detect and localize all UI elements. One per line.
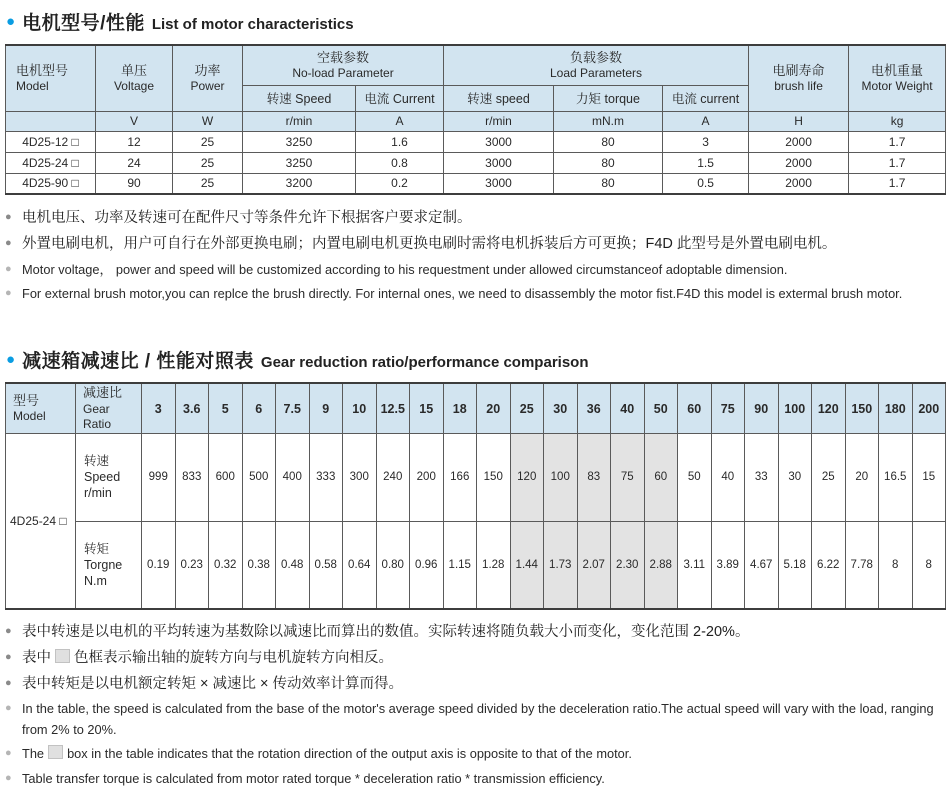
model-cell: 4D25-24 □ — [6, 433, 76, 609]
note-line: ● Table transfer torque is calculated from motor rated torque * deceleration ratio * transmission efficiency. — [5, 770, 605, 786]
motor-value-cell: 3250 — [243, 152, 356, 173]
gear-ratio-cell: 40 — [611, 383, 645, 433]
unit-cell: A — [356, 111, 444, 131]
note-bullet-icon: ● — [5, 771, 12, 784]
speed-value-cell: 333 — [309, 433, 343, 521]
torque-value-cell: 1.73 — [544, 521, 578, 609]
motor-value-cell: 3000 — [444, 173, 554, 194]
gear-ratio-cell: 150 — [845, 383, 879, 433]
row-label-line: 转速 — [84, 453, 110, 468]
torque-value-cell: 5.18 — [778, 521, 812, 609]
speed-value-cell: 833 — [175, 433, 209, 521]
torque-value-cell: 3.11 — [678, 521, 712, 609]
gear-ratio-cell: 60 — [678, 383, 712, 433]
gear-ratio-cell: 6 — [242, 383, 276, 433]
gear-ratio-cell: 200 — [912, 383, 946, 433]
noload-group-header-cell — [243, 45, 444, 85]
gear-ratio-cell: 5 — [209, 383, 243, 433]
gear-ratio-cell: 7.5 — [276, 383, 310, 433]
motor-value-cell: 1.7 — [849, 152, 946, 173]
section-bullet-icon: ● — [6, 351, 16, 369]
note-bullet-icon: ● — [5, 676, 12, 689]
note-line: ● 表中转矩是以电机额定转矩 × 减速比 × 传动效率计算而得。 — [5, 675, 404, 692]
speed-value-cell: 400 — [276, 433, 310, 521]
speed-value-cell: 120 — [510, 433, 544, 521]
speed-value-cell: 200 — [410, 433, 444, 521]
speed-value-cell: 300 — [343, 433, 377, 521]
torque-value-cell: 0.32 — [209, 521, 243, 609]
unit-cell: H — [749, 111, 849, 131]
gear-ratio-cell: 180 — [879, 383, 913, 433]
voltage-header-en: Voltage — [113, 78, 155, 93]
unit-cell: V — [96, 111, 173, 131]
torque-value-cell: 0.48 — [276, 521, 310, 609]
speed-value-cell: 999 — [142, 433, 176, 521]
torque-value-cell: 2.07 — [577, 521, 611, 609]
model-header-en: Model — [13, 409, 46, 424]
section1-title — [6, 8, 945, 35]
unit-cell: kg — [849, 111, 946, 131]
gear-ratio-header-cell — [76, 383, 142, 433]
load-group-header-cell — [444, 45, 749, 85]
load-header-zh: 负载参数 — [570, 49, 623, 65]
motor-value-cell: 1.7 — [849, 131, 946, 152]
gear-ratio-cell: 12.5 — [376, 383, 410, 433]
section-bullet-icon: ● — [6, 13, 16, 30]
gear-ratio-header-zh: 减速比 — [83, 385, 123, 401]
note-bullet-icon: ● — [5, 650, 12, 663]
torque-value-cell: 8 — [879, 521, 913, 609]
gear-ratio-cell: 10 — [343, 383, 377, 433]
row-label-line: Torgne — [84, 557, 123, 572]
power-header-en: Power — [190, 78, 225, 93]
row-label-line: r/min — [84, 486, 112, 501]
speed-value-cell: 150 — [477, 433, 511, 521]
power-header-zh: 功率 — [194, 62, 221, 78]
gear-ratio-cell: 18 — [443, 383, 477, 433]
voltage-header-cell — [96, 45, 173, 111]
gear-ratio-cell: 120 — [812, 383, 846, 433]
torque-value-cell: 8 — [912, 521, 946, 609]
section2-title-zh: 减速箱减速比 / 性能对照表 — [22, 351, 254, 373]
speed-value-cell: 40 — [711, 433, 745, 521]
torque-row-label — [76, 521, 142, 609]
motor-value-cell: 25 — [173, 152, 243, 173]
gear-ratio-cell: 36 — [577, 383, 611, 433]
unit-cell: r/min — [243, 111, 356, 131]
power-header-cell — [173, 45, 243, 111]
gear-ratio-cell: 100 — [778, 383, 812, 433]
torque-value-cell: 6.22 — [812, 521, 846, 609]
torque-value-cell: 0.80 — [376, 521, 410, 609]
note-line: ● In the table, the speed is calculated from the base of the motor's average speed divided by the deceleration ratio.The actual speed will vary with the load, ranging from 2% to 20%. — [5, 701, 934, 737]
gear-ratio-cell: 15 — [410, 383, 444, 433]
motor-value-cell: 2000 — [749, 152, 849, 173]
note-line: ● For external brush motor,you can replce the brush directly. For internal ones, we need to disassembly the motor fist.F4D this model is extermal brush motor. — [5, 285, 903, 301]
motor-value-cell: 3000 — [444, 131, 554, 152]
motor-value-cell: 1.5 — [663, 152, 749, 173]
noload-header-en: No-load Parameter — [292, 65, 394, 80]
note-bullet-icon: ● — [5, 702, 12, 715]
note-bullet-icon: ● — [5, 236, 12, 249]
speed-value-cell: 83 — [577, 433, 611, 521]
model-header-en: Model — [16, 78, 49, 93]
note-line: ● 表中 色框表示输出轴的旋转方向与电机旋转方向相反。 — [5, 649, 393, 666]
torque-value-cell: 4.67 — [745, 521, 779, 609]
gear-ratio-table — [5, 382, 946, 610]
motor-value-cell: 12 — [96, 131, 173, 152]
motor-value-cell: 3200 — [243, 173, 356, 194]
torque-value-cell: 0.58 — [309, 521, 343, 609]
brush-header-zh: 电刷寿命 — [772, 62, 825, 78]
speed-row-label — [76, 433, 142, 521]
weight-header-zh: 电机重量 — [871, 62, 924, 78]
model-header-zh: 电机型号 — [16, 62, 69, 78]
voltage-header-zh: 单压 — [120, 62, 147, 78]
gear-ratio-cell: 3 — [142, 383, 176, 433]
torque-value-cell: 2.30 — [611, 521, 645, 609]
model-header-zh: 型号 — [13, 392, 40, 408]
speed-value-cell: 15 — [912, 433, 946, 521]
torque-value-cell: 3.89 — [711, 521, 745, 609]
speed-value-cell: 240 — [376, 433, 410, 521]
torque-value-cell: 2.88 — [644, 521, 678, 609]
torque-value-cell: 0.38 — [242, 521, 276, 609]
motor-value-cell: 1.6 — [356, 131, 444, 152]
brush-header-en: brush life — [774, 78, 823, 93]
model-cell: 4D25-12 □ — [6, 131, 96, 152]
gray-box-icon — [55, 649, 70, 663]
noload-current-subheader: 电流 Current — [356, 85, 444, 111]
torque-value-cell: 1.44 — [510, 521, 544, 609]
section1-title-en: List of motor characteristics — [151, 16, 354, 33]
speed-value-cell: 20 — [845, 433, 879, 521]
gear-ratio-cell: 25 — [510, 383, 544, 433]
load-speed-subheader: 转速 speed — [444, 85, 554, 111]
torque-value-cell: 0.23 — [175, 521, 209, 609]
note-bullet-icon: ● — [5, 262, 12, 275]
units-row — [6, 111, 946, 131]
model-header-cell — [6, 383, 76, 433]
motor-value-cell: 80 — [554, 131, 663, 152]
speed-value-cell: 75 — [611, 433, 645, 521]
noload-speed-subheader: 转速 Speed — [243, 85, 356, 111]
note-line: ● 外置电刷电机，用户可自行在外部更换电刷；内置电刷电机更换电刷时需将电机拆装后方可更换；F4D 此型号是外置电刷电机。 — [5, 235, 837, 252]
motor-value-cell: 25 — [173, 131, 243, 152]
note-bullet-icon: ● — [5, 211, 12, 223]
weight-header-cell — [849, 45, 946, 111]
model-cell: 4D25-90 □ — [6, 173, 96, 194]
unit-cell: W — [173, 111, 243, 131]
motor-value-cell: 25 — [173, 173, 243, 194]
motor-row — [6, 131, 946, 152]
motor-value-cell: 3250 — [243, 131, 356, 152]
speed-value-cell: 25 — [812, 433, 846, 521]
motor-row — [6, 173, 946, 194]
motor-value-cell: 80 — [554, 173, 663, 194]
note-line: ● 表中转速是以电机的平均转速为基数除以减速比而算出的数值。实际转速将随负载大小而变化，变化范围 2-20%。 — [5, 624, 750, 641]
motor-value-cell: 80 — [554, 152, 663, 173]
load-header-en: Load Parameters — [550, 65, 643, 80]
brush-life-header-cell — [749, 45, 849, 111]
load-current-subheader: 电流 current — [663, 85, 749, 111]
model-header-cell — [6, 45, 96, 111]
speed-value-cell: 166 — [443, 433, 477, 521]
speed-value-cell: 16.5 — [879, 433, 913, 521]
motor-value-cell: 2000 — [749, 173, 849, 194]
gear-ratio-cell: 20 — [477, 383, 511, 433]
model-cell: 4D25-24 □ — [6, 152, 96, 173]
weight-header-en: Motor Weight — [861, 78, 933, 93]
note-line: ● Motor voltage， power and speed will be customized according to his requestment under allowed circumstanceof adoptable dimension. — [5, 261, 788, 277]
note-bullet-icon: ● — [5, 747, 12, 760]
motor-value-cell: 90 — [96, 173, 173, 194]
note-line: ● The box in the table indicates that the rotation direction of the output axis is opposite to that of the motor. — [5, 746, 632, 762]
motor-row — [6, 152, 946, 173]
gear-ratio-cell: 3.6 — [175, 383, 209, 433]
gear-ratio-cell: 30 — [544, 383, 578, 433]
motor-value-cell: 0.8 — [356, 152, 444, 173]
section1-notes — [5, 208, 945, 304]
load-torque-subheader: 力矩 torque — [554, 85, 663, 111]
motor-characteristics-table — [5, 44, 946, 195]
datasheet-page — [0, 8, 950, 789]
speed-value-cell: 33 — [745, 433, 779, 521]
speed-value-cell: 500 — [242, 433, 276, 521]
motor-value-cell: 3000 — [444, 152, 554, 173]
note-line: ● 电机电压、功率及转速可在配件尺寸等条件允许下根据客户要求定制。 — [5, 210, 472, 226]
noload-header-zh: 空载参数 — [317, 49, 370, 65]
gear-ratio-cell: 75 — [711, 383, 745, 433]
unit-cell: A — [663, 111, 749, 131]
note-bullet-icon: ● — [5, 286, 12, 299]
section2-notes — [5, 622, 945, 789]
gear-ratio-cell: 90 — [745, 383, 779, 433]
gray-box-icon — [48, 745, 63, 759]
torque-value-cell: 1.28 — [477, 521, 511, 609]
motor-value-cell: 3 — [663, 131, 749, 152]
row-label-line: Speed — [84, 470, 121, 485]
motor-value-cell: 24 — [96, 152, 173, 173]
speed-value-cell: 60 — [644, 433, 678, 521]
section2-title-en: Gear reduction ratio/performance comparison — [260, 354, 589, 372]
torque-value-cell: 0.96 — [410, 521, 444, 609]
section2-title — [6, 346, 945, 373]
gear-ratio-cell: 9 — [309, 383, 343, 433]
section1-title-zh: 电机型号/性能 — [22, 13, 145, 34]
motor-value-cell: 2000 — [749, 131, 849, 152]
motor-value-cell: 0.5 — [663, 173, 749, 194]
row-label-line: N.m — [84, 574, 107, 589]
torque-value-cell: 1.15 — [443, 521, 477, 609]
torque-value-cell: 7.78 — [845, 521, 879, 609]
motor-value-cell: 1.7 — [849, 173, 946, 194]
gear-ratio-cell: 50 — [644, 383, 678, 433]
torque-value-cell: 0.64 — [343, 521, 377, 609]
torque-value-cell: 0.19 — [142, 521, 176, 609]
unit-cell: mN.m — [554, 111, 663, 131]
row-label-line: 转矩 — [84, 541, 110, 556]
speed-value-cell: 100 — [544, 433, 578, 521]
motor-value-cell: 0.2 — [356, 173, 444, 194]
gear-ratio-header-en: Gear Ratio — [83, 401, 112, 431]
unit-cell — [6, 111, 96, 131]
unit-cell: r/min — [444, 111, 554, 131]
speed-value-cell: 30 — [778, 433, 812, 521]
speed-value-cell: 600 — [209, 433, 243, 521]
speed-value-cell: 50 — [678, 433, 712, 521]
note-bullet-icon: ● — [5, 625, 12, 638]
